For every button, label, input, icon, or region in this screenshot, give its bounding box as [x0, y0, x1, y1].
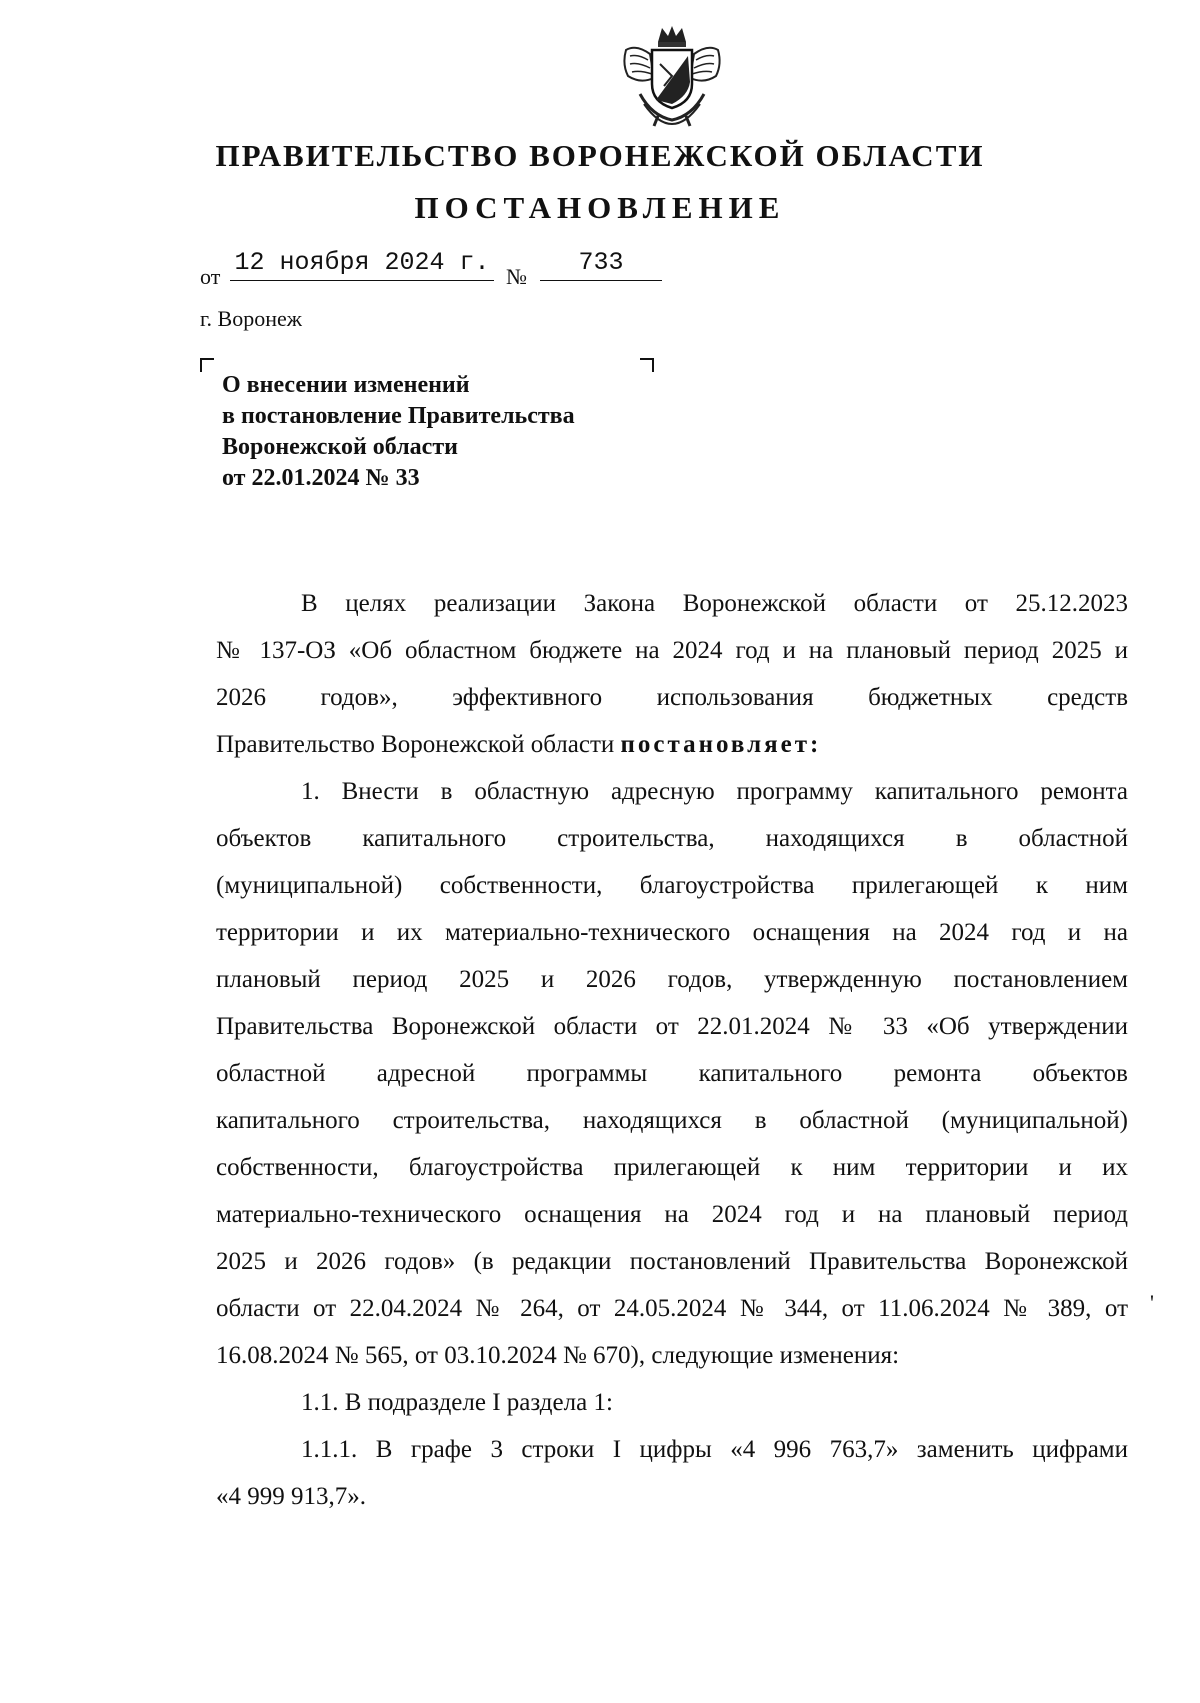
- item-1-line: 1. Внести в областную адресную программу капитального ремонта: [301, 778, 1128, 805]
- resolves-word: постановляет:: [620, 731, 822, 758]
- document-subject: [222, 370, 575, 494]
- item-1-line: капитального строительства, находящихся в областной (муниципальной): [216, 1107, 1128, 1134]
- item-1-line: Правительства Воронежской области от 22.01.2024 № 33 «Об утверждении: [216, 1013, 1128, 1040]
- from-label: от: [200, 264, 221, 289]
- item-1-1-1-line: «4 999 913,7».: [216, 1483, 366, 1510]
- document-type: ПОСТАНОВЛЕНИЕ: [414, 190, 786, 225]
- preamble-government: Правительство Воронежской области: [216, 731, 615, 758]
- subject-line: Воронежской области: [222, 434, 458, 460]
- document-number: 733: [540, 248, 662, 281]
- preamble-line: [216, 721, 1128, 768]
- subject-line: от 22.01.2024 № 33: [222, 465, 420, 491]
- item-1-line: объектов капитального строительства, находящихся в областной: [216, 825, 1128, 852]
- subject-line: в постановление Правительства: [222, 403, 575, 429]
- item-1-line: плановый период 2025 и 2026 годов, утвержденную постановлением: [216, 966, 1128, 993]
- subject-corner-right: [640, 358, 654, 372]
- date-number-line: [200, 248, 760, 288]
- item-1-line: областной адресной программы капитального ремонта объектов: [216, 1060, 1128, 1087]
- item-1-line: территории и их материально-технического оснащения на 2024 год и на: [216, 919, 1128, 946]
- document-date: 12 ноября 2024 г.: [230, 248, 494, 281]
- preamble-line: 2026 годов», эффективного использования бюджетных средств: [216, 684, 1128, 711]
- preamble-line: В целях реализации Закона Воронежской области от 25.12.2023: [301, 590, 1128, 617]
- subject-corner-left: [200, 358, 214, 372]
- city: г. Воронеж: [200, 306, 302, 331]
- item-1-line: 2025 и 2026 годов» (в редакции постановлений Правительства Воронежской: [216, 1248, 1128, 1275]
- government-name: ПРАВИТЕЛЬСТВО ВОРОНЕЖСКОЙ ОБЛАСТИ: [215, 138, 985, 173]
- coat-of-arms-icon: [618, 24, 726, 128]
- item-1-1-1-line: 1.1.1. В графе 3 строки I цифры «4 996 763,7» заменить цифрами: [301, 1436, 1128, 1463]
- item-1-line: (муниципальной) собственности, благоустройства прилегающей к ним: [216, 872, 1128, 899]
- item-1-line: собственности, благоустройства прилегающей к ним территории и их: [216, 1154, 1128, 1181]
- document-body: [216, 580, 1128, 1520]
- item-1-line: материально-технического оснащения на 2024 год и на плановый период: [216, 1201, 1128, 1228]
- subject-line: О внесении изменений: [222, 372, 470, 398]
- item-1-line: области от 22.04.2024 № 264, от 24.05.2024 № 344, от 11.06.2024 № 389, от: [216, 1295, 1128, 1322]
- preamble-line: № 137-ОЗ «Об областном бюджете на 2024 год и на плановый период 2025 и: [216, 637, 1128, 664]
- item-1-1: 1.1. В подразделе I раздела 1:: [301, 1389, 613, 1416]
- number-label: №: [506, 264, 527, 289]
- item-1-line: 16.08.2024 № 565, от 03.10.2024 № 670), следующие изменения:: [216, 1342, 900, 1369]
- margin-mark: ': [1150, 1290, 1154, 1315]
